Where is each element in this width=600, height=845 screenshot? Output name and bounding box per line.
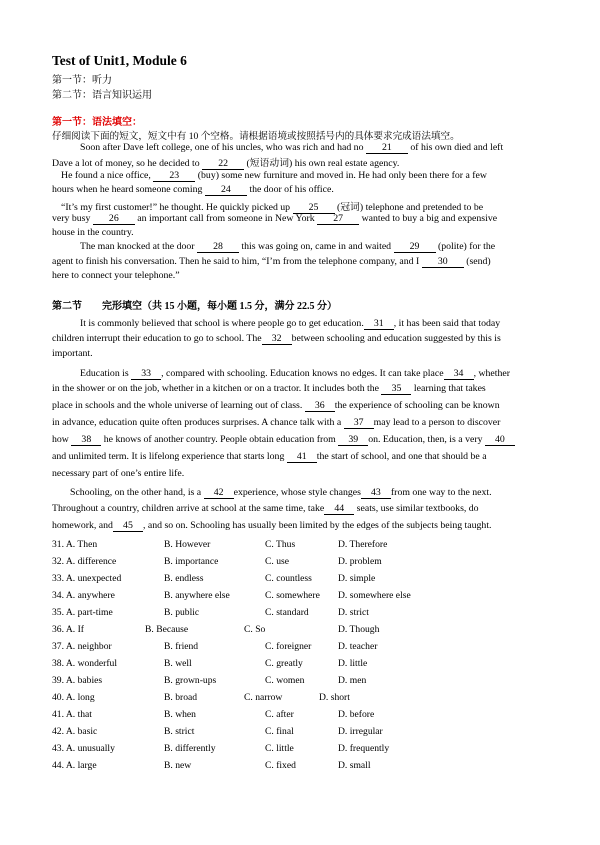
option-choice: D. before [338,709,375,720]
passage-text: learning that takes [411,383,486,394]
option-choice: D. Therefore [338,539,388,550]
grammar-line [52,270,180,281]
passage-text: he knows of another country. People obtain education from [101,434,339,445]
passage-text: Throughout a country, children arrive at school at the same time, take [52,503,325,514]
option-choice: C. foreigner [265,641,312,652]
passage-text: important. [52,348,93,359]
cloze-line [80,368,510,380]
page-title: Test of Unit1, Module 6 [52,53,187,68]
option-choice: C. greatly [265,658,303,669]
passage-text: an important call from someone in New York [134,213,318,224]
passage-text: on. Education, then, is a very [368,434,485,445]
answer-blank[interactable]: 39 [338,434,368,446]
option-choice: D. men [338,675,367,686]
passage-text: agent to finish his conversation. Then he said to him, “I’m from the telephone company, and I [52,256,422,267]
option-question: 32. A. difference [52,556,117,567]
option-choice: B. anywhere else [164,590,230,601]
option-question: 34. A. anywhere [52,590,115,601]
option-choice: B. well [164,658,192,669]
grammar-line [61,199,483,214]
option-choice: B. grown-ups [164,675,217,686]
option-choice: C. little [265,743,294,754]
answer-blank[interactable]: 23 [153,170,195,182]
cloze-heading: 第二节 完形填空（共 15 小题，每小题 1.5 分，满分 22.5 分） [52,301,337,312]
option-choice: D. Though [338,624,380,635]
option-choice: C. standard [265,607,309,618]
option-choice: D. simple [338,573,376,584]
cloze-line [80,318,500,330]
option-choice: B. However [164,539,211,550]
option-choice: B. strict [164,726,195,737]
passage-text: house in the country. [52,227,134,238]
passage-text: He found a nice office, [61,170,154,181]
cloze-line [52,333,501,345]
passage-text: (buy) some new furniture and moved in. He had only been there for a few [195,170,487,181]
answer-blank[interactable]: 28 [197,241,239,253]
option-choice: C. narrow [244,692,283,703]
passage-text: this was going on, came in and waited [238,241,394,252]
option-choice: D. teacher [338,641,378,652]
passage-text: , it has been said that today [393,318,501,329]
passage-text: the experience of schooling can be known [334,400,500,411]
option-choice: B. Because [145,624,189,635]
grammar-line [61,170,487,182]
option-question: 37. A. neighbor [52,641,112,652]
option-choice: D. irregular [338,726,383,737]
answer-blank[interactable]: 35 [381,383,411,395]
answer-blank[interactable]: 26 [93,213,135,225]
grammar-line [52,213,497,225]
option-choice: B. friend [164,641,199,652]
option-choice: C. final [265,726,294,737]
passage-text: how [52,434,72,445]
passage-text: here to connect your telephone.” [52,270,180,281]
option-choice: D. little [338,658,368,669]
grammar-line [52,256,491,268]
option-choice: C. countless [265,573,312,584]
option-choice: C. So [244,624,266,635]
cloze-line [52,434,515,446]
answer-blank[interactable]: 29 [394,241,436,253]
cloze-line [52,383,486,395]
option-choice: D. problem [338,556,382,567]
option-choice: D. small [338,760,371,771]
passage-text: very busy [52,213,93,224]
answer-blank[interactable]: 45 [113,520,143,532]
answer-blank[interactable]: 40 [485,434,515,446]
passage-text: hours when he heard someone coming [52,184,205,195]
passage-text: , compared with schooling. Education knows no edges. It can take place [161,368,444,379]
passage-text: , whether [473,368,511,379]
passage-text: (send) [463,256,491,267]
section-listening: 第一节：听力 [52,75,112,86]
option-choice: C. fixed [265,760,296,771]
option-choice: C. use [265,556,289,567]
option-choice: C. Thus [265,539,296,550]
option-question: 36. A. If [52,624,84,635]
cloze-line [52,400,500,412]
option-choice: B. importance [164,556,219,567]
passage-text: between schooling and education suggested by this is [291,333,501,344]
section-language: 第二节：语言知识运用 [52,90,152,101]
option-choice: B. broad [164,692,198,703]
passage-text: necessary part of one’s entire life. [52,468,185,479]
passage-text: children interrupt their education to go to school. The [52,333,262,344]
option-question: 33. A. unexpected [52,573,122,584]
answer-blank[interactable]: 22 [202,158,244,170]
answer-blank[interactable]: 42 [204,487,234,499]
passage-text: experience, whose style changes [233,487,361,498]
option-question: 41. A. that [52,709,92,720]
cloze-line [52,348,93,359]
option-choice: C. women [265,675,305,686]
option-choice: C. somewhere [265,590,320,601]
answer-blank[interactable]: 38 [71,434,101,446]
passage-text: Schooling, on the other hand, is a [70,487,204,498]
option-choice: C. after [265,709,294,720]
option-choice: D. somewhere else [338,590,411,601]
answer-blank[interactable]: 24 [205,184,247,196]
answer-blank[interactable]: 27 [317,213,359,225]
option-choice: B. differently [164,743,216,754]
option-question: 31. A. Then [52,539,98,550]
option-question: 43. A. unusually [52,743,115,754]
option-choice: B. new [164,760,192,771]
passage-text: “It’s my first customer!” he thought. He quickly picked up [61,202,293,213]
grammar-heading: 第一节：语法填空： [52,117,142,128]
answer-blank[interactable]: 43 [361,487,391,499]
passage-text: may lead to a person to discover [373,417,501,428]
passage-text: the door of his office. [246,184,334,195]
answer-blank[interactable]: 36 [305,400,335,412]
passage-text: of his own died and left [407,142,504,153]
answer-blank[interactable]: 41 [287,451,317,463]
answer-blank[interactable]: 33 [131,368,161,380]
cloze-line [52,520,492,532]
option-question: 42. A. basic [52,726,98,737]
option-choice: D. short [319,692,350,703]
cloze-line [52,503,479,515]
answer-blank[interactable]: 34 [444,368,474,380]
passage-text: (冠词) telephone and pretended to be [334,202,484,213]
passage-text: wanted to buy a big and expensive [359,213,498,224]
passage-text: It is commonly believed that school is where people go to get education. [80,318,364,329]
cloze-line [52,451,487,463]
option-choice: D. frequently [338,743,390,754]
option-question: 40. A. long [52,692,95,703]
option-choice: B. public [164,607,200,618]
passage-text: and unlimited term. It is lifelong experience that starts long [52,451,287,462]
grammar-line [52,184,334,196]
passage-text: the start of school, and one that should be a [316,451,487,462]
answer-blank[interactable]: 30 [422,256,464,268]
passage-text: Education is [80,368,132,379]
cloze-line [70,487,492,499]
option-question: 38. A. wonderful [52,658,118,669]
answer-blank[interactable]: 21 [366,142,408,154]
grammar-line [80,142,503,154]
answer-blank[interactable]: 37 [344,417,374,429]
answer-blank[interactable]: 44 [324,503,354,515]
cloze-line [52,468,184,479]
option-question: 39. A. babies [52,675,103,686]
grammar-line [52,155,399,170]
passage-text: in the shower or on the job, whether in a kitchen or on a tractor. It includes both the [52,383,382,394]
option-question: 44. A. large [52,760,97,771]
passage-text: seats, use similar textbooks, do [354,503,479,514]
option-choice: B. endless [164,573,204,584]
option-question: 35. A. part-time [52,607,113,618]
passage-text: , and so on. Schooling has usually been limited by the edges of the subjects being taught. [142,520,492,531]
passage-text: Soon after Dave left college, one of his uncles, who was rich and had no [80,142,366,153]
passage-text: homework, and [52,520,113,531]
answer-blank[interactable]: 25 [293,202,335,214]
passage-text: place in schools and the whole universe of learning out of class. [52,400,305,411]
passage-text: (短语动词) his own real estate agency. [244,158,400,169]
option-choice: B. when [164,709,196,720]
cloze-line [52,417,500,429]
grammar-line [52,227,134,238]
passage-text: Dave a lot of money, so he decided to [52,158,203,169]
passage-text: (polite) for the [435,241,496,252]
passage-text: The man knocked at the door [80,241,197,252]
grammar-instruction: 仔细阅读下面的短文，短文中有 10 个空格。请根据语境或按照括号内的具体要求完成语法填空。 [52,131,460,142]
answer-blank[interactable]: 31 [364,318,394,330]
passage-text: from one way to the next. [390,487,492,498]
grammar-line [80,241,495,253]
answer-blank[interactable]: 32 [262,333,292,345]
option-choice: D. strict [338,607,369,618]
passage-text: in advance, education quite often produces surprises. A chance talk with a [52,417,344,428]
